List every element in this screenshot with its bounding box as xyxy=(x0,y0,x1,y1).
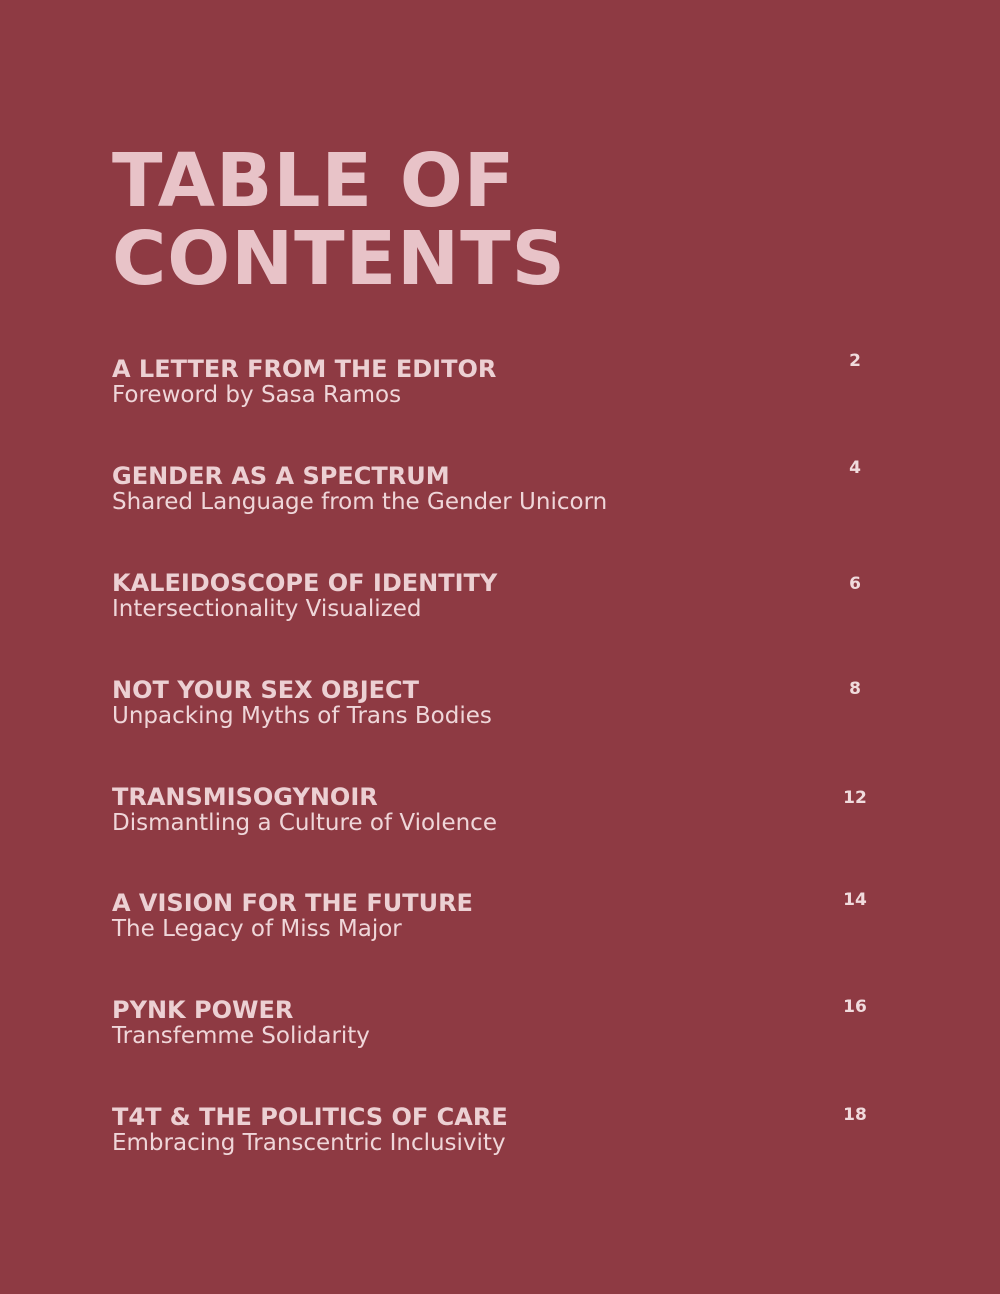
page-title-line-1: TABLE OF xyxy=(112,138,516,224)
toc-entry-subtitle: Embracing Transcentric Inclusivity xyxy=(112,1130,506,1156)
page-title xyxy=(112,138,566,302)
page-title-line-2: CONTENTS xyxy=(112,216,566,302)
toc-entry-subtitle: Intersectionality Visualized xyxy=(112,596,422,622)
toc-entry-page-number: 14 xyxy=(843,890,867,910)
toc-entry-title: KALEIDOSCOPE OF IDENTITY xyxy=(112,569,498,597)
toc-entry-vision-future[interactable] xyxy=(112,889,892,953)
toc-entry-page-number: 16 xyxy=(843,997,867,1017)
toc-entry-subtitle: Transfemme Solidarity xyxy=(112,1023,370,1049)
toc-entry-title: NOT YOUR SEX OBJECT xyxy=(112,676,420,704)
toc-entry-page-number: 4 xyxy=(849,458,861,478)
toc-entry-not-your-sex-object[interactable] xyxy=(112,676,892,740)
toc-entry-editor-letter[interactable] xyxy=(112,351,892,419)
toc-entry-title: T4T & THE POLITICS OF CARE xyxy=(112,1103,508,1131)
toc-entry-title: PYNK POWER xyxy=(112,996,294,1024)
toc-entry-page-number: 8 xyxy=(849,679,861,699)
toc-entry-transmisogynoir[interactable] xyxy=(112,783,892,847)
toc-entry-page-number: 2 xyxy=(849,351,861,371)
toc-entry-page-number: 6 xyxy=(849,574,861,594)
toc-entry-page-number: 18 xyxy=(843,1105,867,1125)
toc-entry-gender-spectrum[interactable] xyxy=(112,458,892,526)
toc-entry-title: A VISION FOR THE FUTURE xyxy=(112,889,473,917)
toc-entry-page-number: 12 xyxy=(843,788,867,808)
toc-entry-subtitle: Shared Language from the Gender Unicorn xyxy=(112,489,608,515)
toc-entry-subtitle: Dismantling a Culture of Violence xyxy=(112,810,497,836)
toc-entry-politics-care[interactable] xyxy=(112,1103,892,1167)
toc-entry-subtitle: The Legacy of Miss Major xyxy=(112,916,402,942)
toc-entry-title: GENDER AS A SPECTRUM xyxy=(112,462,450,490)
toc-entry-subtitle: Unpacking Myths of Trans Bodies xyxy=(112,703,492,729)
toc-entry-pynk-power[interactable] xyxy=(112,996,892,1060)
toc-entry-subtitle: Foreword by Sasa Ramos xyxy=(112,382,402,408)
toc-entry-title: TRANSMISOGYNOIR xyxy=(112,783,378,811)
toc-entry-title: A LETTER FROM THE EDITOR xyxy=(112,355,497,383)
toc-entry-kaleidoscope-identity[interactable] xyxy=(112,569,892,633)
